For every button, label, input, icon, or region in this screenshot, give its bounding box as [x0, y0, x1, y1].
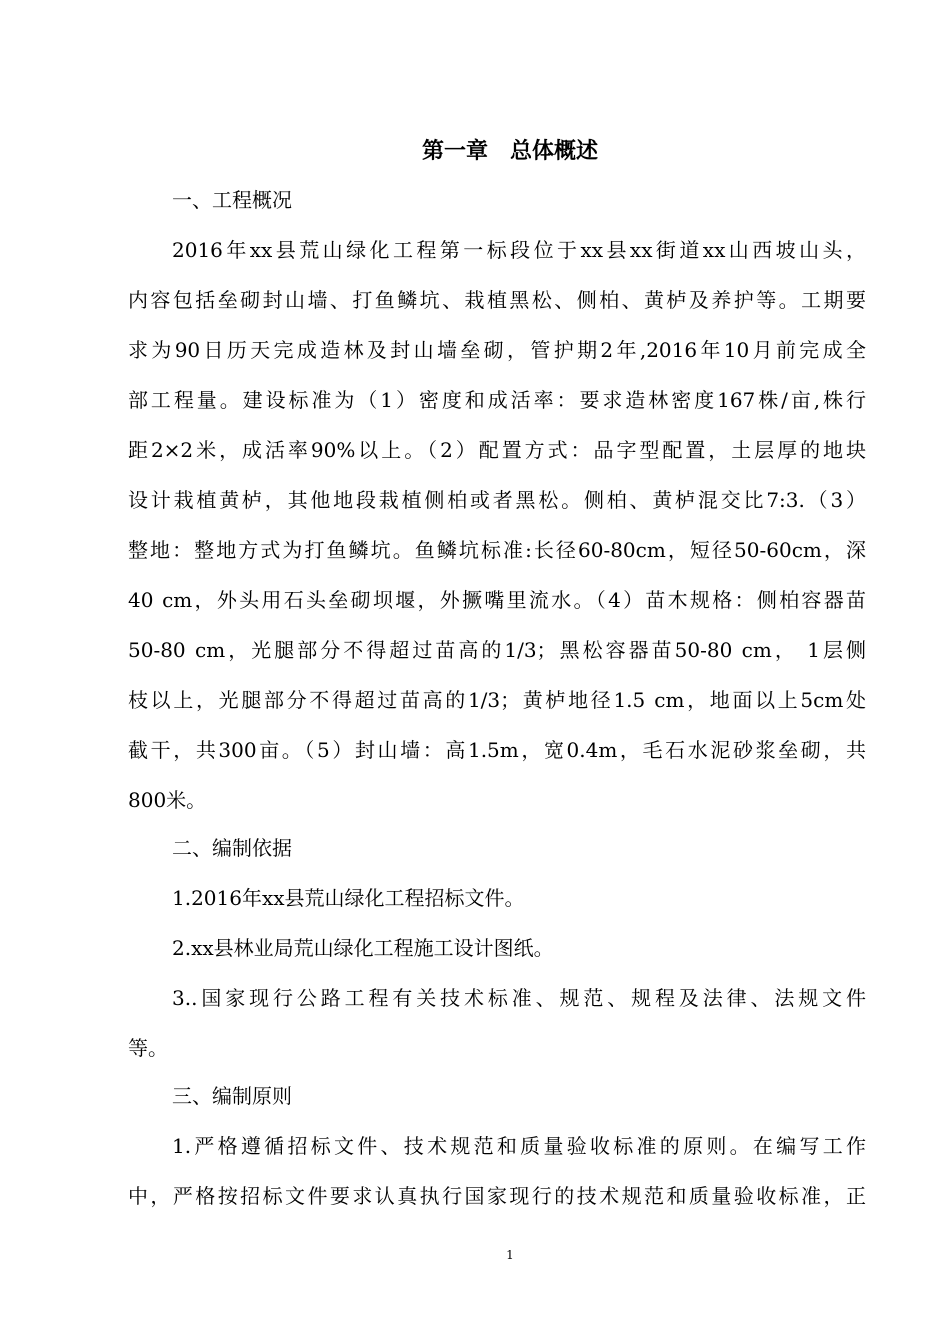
paragraph-line: 40 cm，外头用石头垒砌坝堰，外撅嘴里流水。（4）苗木规格：侧柏容器苗	[128, 588, 866, 612]
paragraph-line: 1.严格遵循招标文件、技术规范和质量验收标准的原则。在编写工作	[172, 1134, 866, 1158]
section-heading-overview: 一、工程概况	[172, 188, 292, 212]
paragraph-line: 设计栽植黄栌，其他地段栽植侧柏或者黑松。侧柏、黄栌混交比7:3.（3）	[128, 488, 866, 512]
paragraph-line: 距2×2米，成活率90%以上。（2）配置方式：品字型配置，土层厚的地块	[128, 438, 866, 462]
section-heading-basis: 二、编制依据	[172, 836, 292, 860]
section-heading-principles: 三、编制原则	[172, 1084, 292, 1108]
paragraph-line: 截干，共300亩。（5）封山墙：高1.5m，宽0.4m，毛石水泥砂浆垒砌，共	[128, 738, 866, 762]
page-number: 1	[506, 1248, 514, 1262]
paragraph-line: 800米。	[128, 788, 207, 812]
chapter-title: 第一章 总体概述	[421, 139, 598, 164]
paragraph-line: 中，严格按招标文件要求认真执行国家现行的技术规范和质量验收标准，正	[128, 1184, 866, 1208]
paragraph-line: 整地：整地方式为打鱼鳞坑。鱼鳞坑标准:长径60-80cm，短径50-60cm，深	[128, 538, 866, 562]
paragraph-line: 枝以上，光腿部分不得超过苗高的1/3；黄栌地径1.5 cm，地面以上5cm处	[128, 688, 866, 712]
list-item: 3..国家现行公路工程有关技术标准、规范、规程及法律、法规文件	[172, 986, 866, 1010]
paragraph-line: 2016年xx县荒山绿化工程第一标段位于xx县xx街道xx山西坡山头，	[172, 238, 866, 262]
list-item: 2.xx县林业局荒山绿化工程施工设计图纸。	[172, 936, 554, 960]
paragraph-line: 内容包括垒砌封山墙、打鱼鳞坑、栽植黑松、侧柏、黄栌及养护等。工期要	[128, 288, 866, 312]
paragraph-line: 50-80 cm，光腿部分不得超过苗高的1/3；黑松容器苗50-80 cm， 1层侧	[128, 638, 866, 662]
list-item-continuation: 等。	[128, 1036, 168, 1060]
list-item: 1.2016年xx县荒山绿化工程招标文件。	[172, 886, 525, 910]
paragraph-line: 部工程量。建设标准为（1）密度和成活率：要求造林密度167株/亩,株行	[128, 388, 866, 412]
paragraph-line: 求为90日历天完成造林及封山墙垒砌，管护期2年,2016年10月前完成全	[128, 338, 866, 362]
